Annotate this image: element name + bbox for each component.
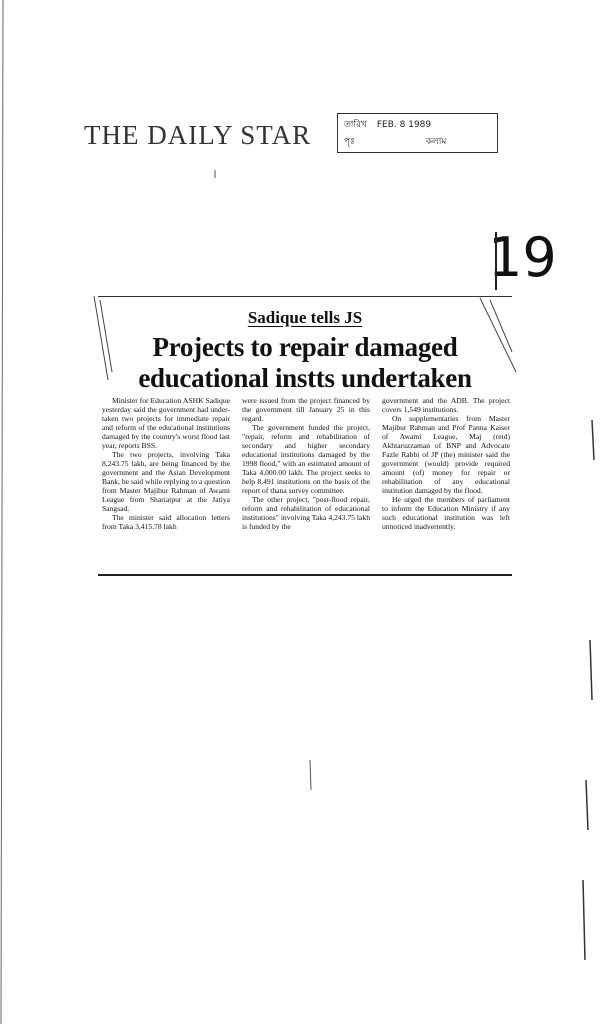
news-clipping (98, 296, 512, 576)
paragraph: On supplementaries from Master Majibur Rahman and Prof Panna Kaiser of Awami League, Maj (retd) Akhtaruzzaman of BNP and Advocate Fazle Rabbi of JP (the) minister said the government (would) provide required amount (of) money for repair or rehabilitation of any educational institution damaged by the flood. (382, 414, 510, 495)
paragraph: The government funded the project, "repair, reform and rehabilitation of secondary and higher secondary educational institutions damaged by the 1998 flood," with an estimated amount of Taka 4,000.00 lakh. The project seeks to help 8,491 institutions on the basis of the report of thana survey committee. (242, 423, 370, 495)
article-column-1 (102, 396, 230, 531)
stamp-page-label: পৃঃ (344, 137, 355, 147)
article-column-2 (242, 396, 370, 531)
paragraph: were issued from the project financed by the government till January 25 in this regard. (242, 396, 370, 423)
stamp-column-label: কলাম (425, 137, 447, 147)
stamp-date-row (344, 117, 491, 134)
stamp-date-label: তারিখ (344, 120, 367, 130)
headline-line-2: educational instts undertaken (138, 363, 472, 393)
paragraph: Minister for Education ASHK Sadique yesterday said the government had under-taken two projects for immediate repair and reform of the educational institutions damaged by the country's worst flood last year, reports BSS. (102, 396, 230, 450)
article-kicker (98, 308, 512, 328)
bottom-rule (98, 574, 512, 576)
paragraph: government and the ADB. The project covers 1,549 institutions. (382, 396, 510, 414)
paragraph: He urged the members of parliament to inform the Education Ministry if any such educational institution was left unnoticed inadvertently. (382, 495, 510, 531)
article-body (102, 396, 510, 572)
paragraph: The two projects, involving Taka 8,243.75 lakh, are being financed by the government and the Asian Development Bank, he said while replying to a question from Master Majibur Rahman of Awami League from Shariatpur at the Jatiya Sangsad. (102, 450, 230, 513)
top-rule (98, 296, 512, 297)
stamp-date-value: FEB. 8 1989 (376, 120, 432, 130)
date-stamp (337, 113, 498, 153)
kicker-text: Sadique tells JS (247, 308, 363, 327)
masthead: THE DAILY STAR (84, 120, 312, 150)
paragraph: The other project, "post-flood repair, reform and rehabilitation of educational institutions" involving Taka 4,243.75 lakh is funded by the (242, 495, 370, 531)
stamp-page-row (344, 134, 491, 151)
headline-line-1: Projects to repair damaged (152, 332, 458, 362)
article-column-3 (382, 396, 510, 531)
paragraph: The minister said allocation letters from Taka 3,415.78 lakh (102, 513, 230, 531)
article-headline (98, 332, 512, 394)
archive-number: 19 (488, 226, 557, 289)
